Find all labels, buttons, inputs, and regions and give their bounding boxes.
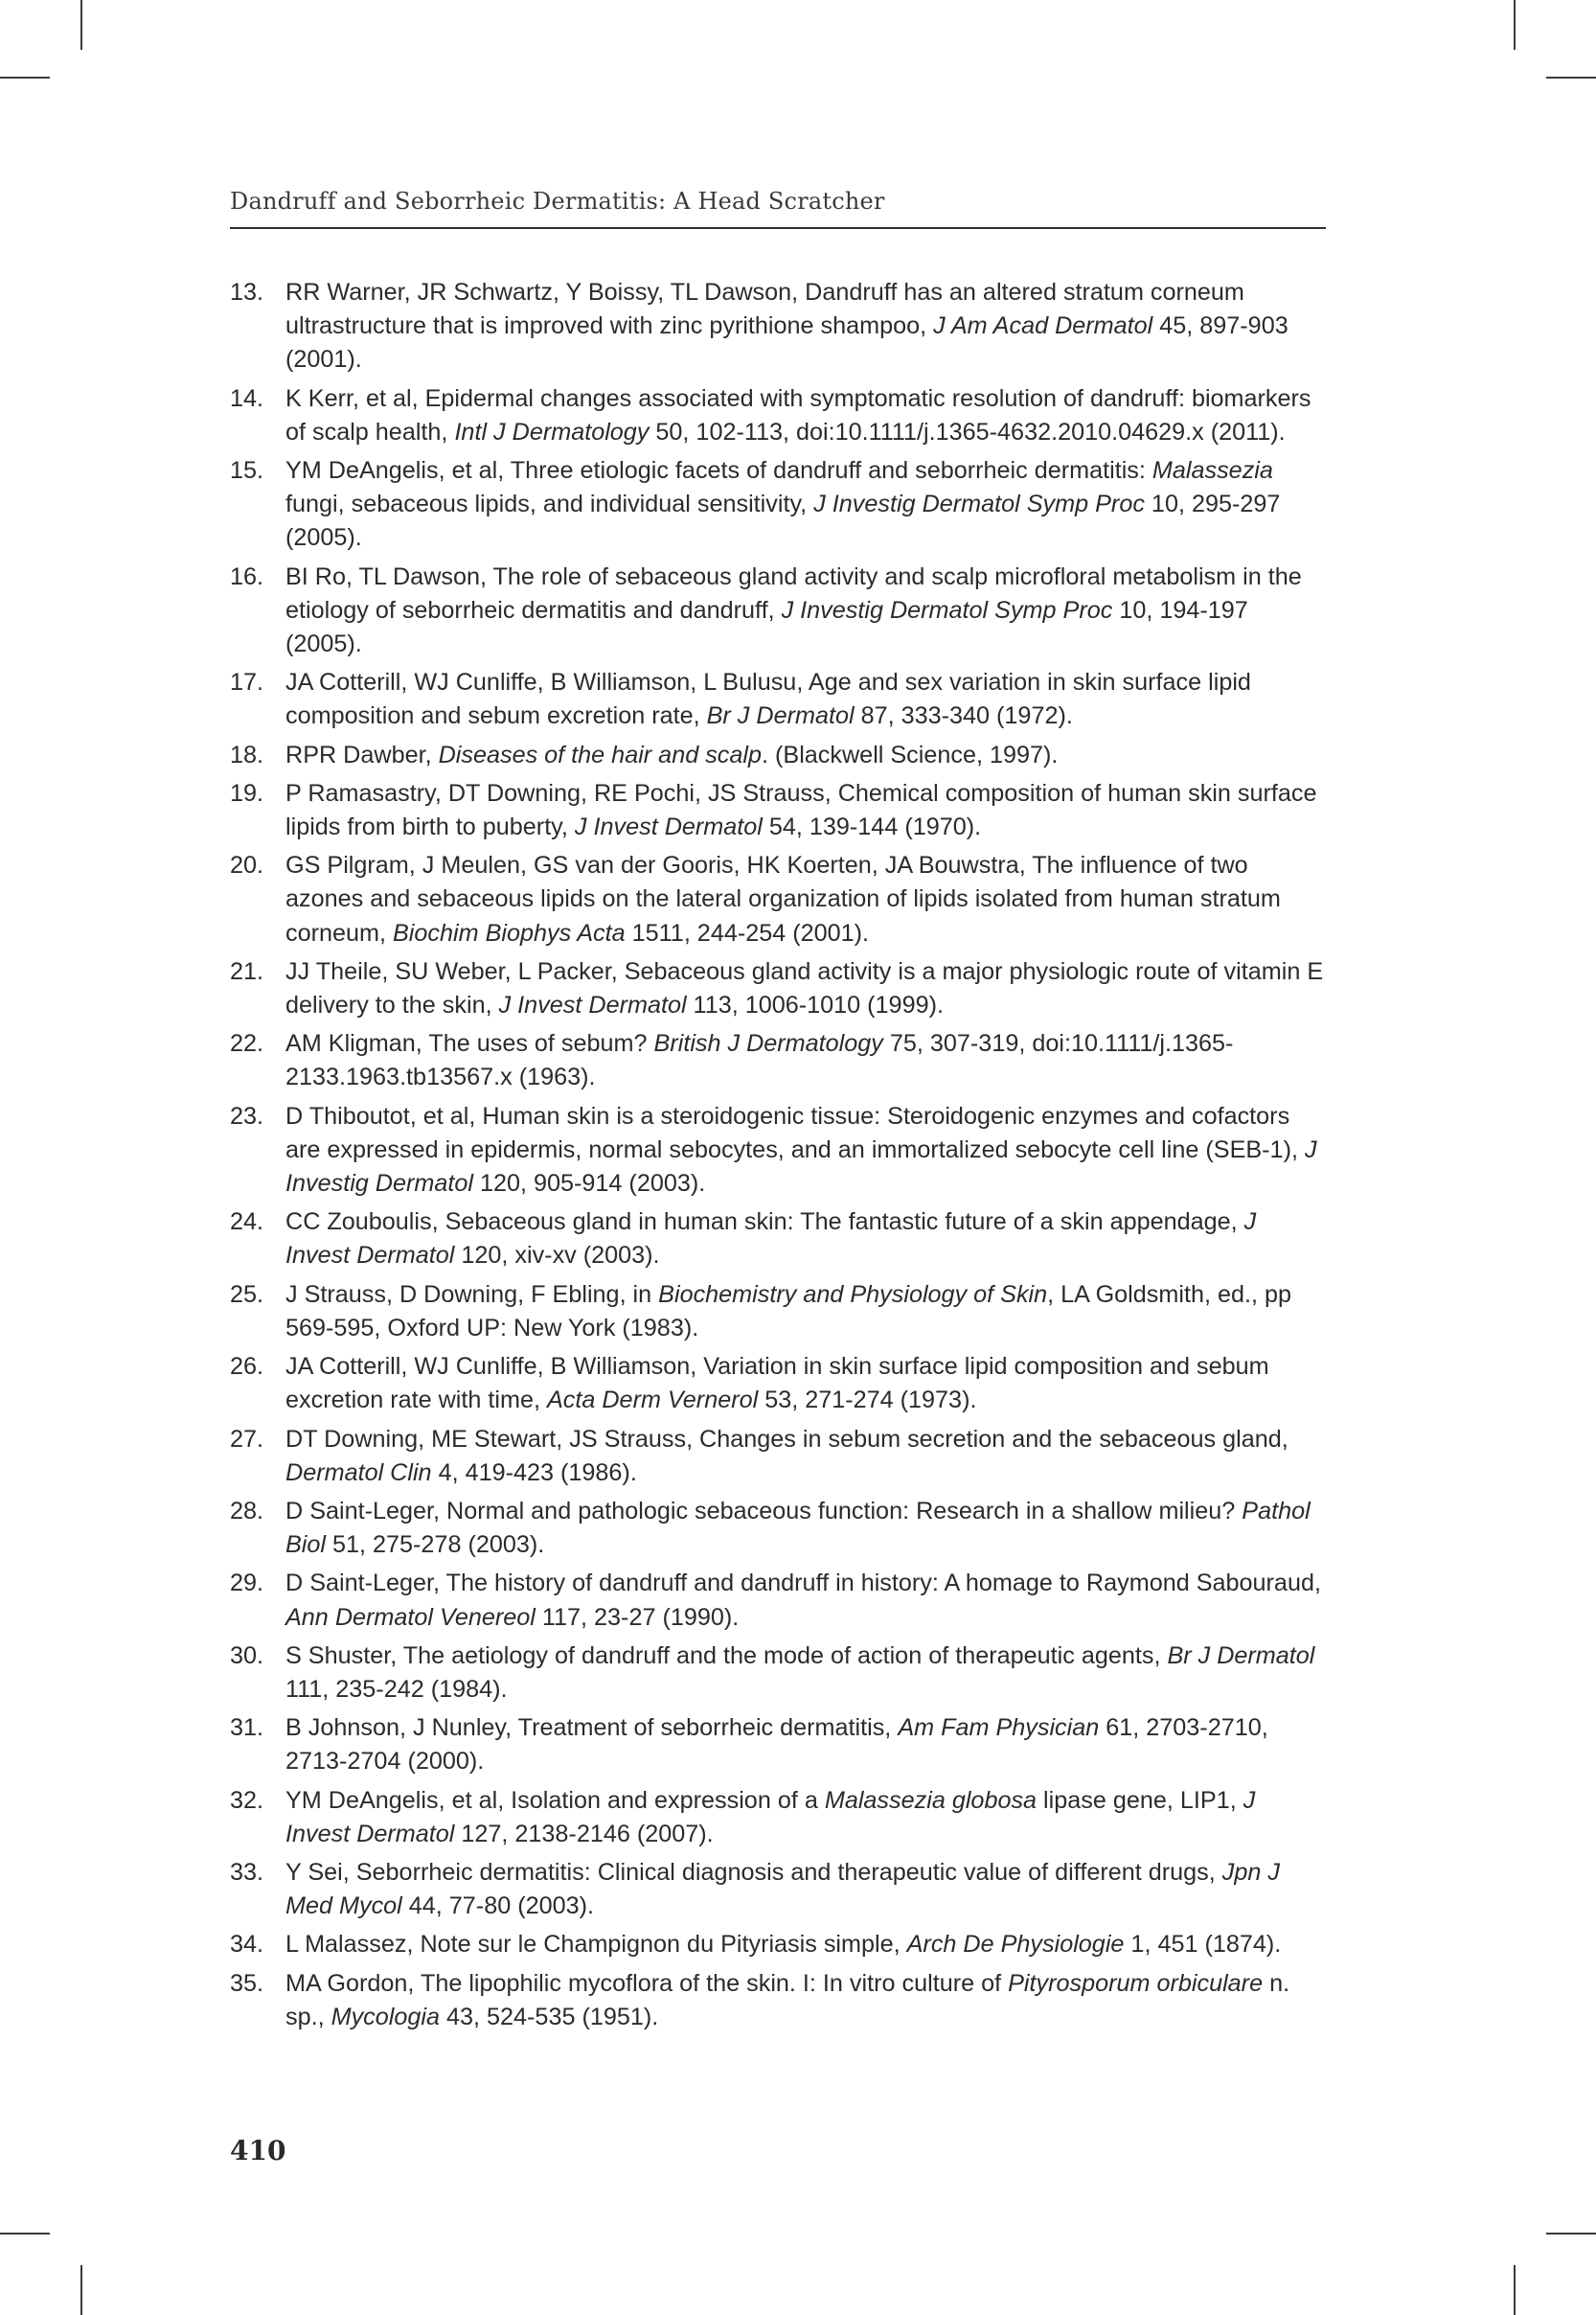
reference-journal: Dermatol Clin (285, 1458, 432, 1486)
reference-details: 111, 235-242 (1984). (285, 1675, 508, 1703)
reference-details: 113, 1006-1010 (1999). (686, 992, 944, 1020)
reference-item (230, 1967, 1326, 2034)
reference-text: JJ Theile, SU Weber, L Packer, Sebaceous gland activity is a major physiologic route of vitamin E delivery to the skin, (285, 957, 1324, 1020)
crop-mark-bottom-left-h (0, 2233, 50, 2235)
page-number: 410 (230, 2135, 286, 2166)
reference-journal: J Invest Dermatol (285, 1208, 1257, 1270)
reference-text: S Shuster, The aetiology of dandruff and the mode of action of therapeutic agents, (285, 1641, 1168, 1669)
reference-journal: J Invest Dermatol (574, 814, 763, 841)
reference-number: 22. (230, 1030, 264, 1058)
reference-text: K Kerr, et al, Epidermal changes associated with symptomatic resolution of dandruff: biomarkers of scalp health, (285, 384, 1311, 446)
reference-number: 29. (230, 1570, 264, 1597)
reference-details: 120, 905-914 (2003). (472, 1170, 706, 1198)
reference-text: RPR Dawber, (285, 741, 439, 768)
reference-journal: J Investig Dermatol (285, 1135, 1317, 1198)
reference-text: YM DeAngelis, et al, Three etiologic facets of dandruff and seborrheic dermatitis: (285, 457, 1152, 485)
reference-details: 4, 419-423 (1986). (431, 1458, 637, 1486)
reference-item (230, 276, 1326, 378)
reference-details: 43, 524-535 (1951). (440, 2003, 659, 2030)
reference-italic-term: Pityrosporum orbiculare (1008, 1969, 1264, 1997)
reference-item (230, 382, 1326, 449)
reference-number: 30. (230, 1641, 264, 1669)
reference-journal: Acta Derm Vernerol (546, 1387, 759, 1414)
reference-journal: Br J Dermatol (1167, 1641, 1315, 1669)
reference-journal: Mycologia (331, 2003, 441, 2030)
reference-text: J Strauss, D Downing, F Ebling, in (285, 1280, 659, 1308)
reference-item (230, 1423, 1326, 1490)
reference-number: 20. (230, 852, 264, 880)
reference-details: 50, 102-113, doi:10.1111/j.1365-4632.2010.04629.x (2011). (649, 418, 1286, 446)
reference-details: 1511, 244-254 (2001). (625, 919, 870, 947)
reference-item (230, 1856, 1326, 1923)
reference-details: 1, 451 (1874). (1124, 1931, 1282, 1959)
reference-details: 10, 295-297 (2005). (285, 491, 1281, 552)
reference-number: 15. (230, 457, 264, 485)
reference-text: AM Kligman, The uses of sebum? (285, 1030, 654, 1058)
reference-details: 10, 194-197 (2005). (285, 596, 1248, 658)
reference-journal: Ann Dermatol Venereol (285, 1603, 536, 1631)
reference-text: YM DeAngelis, et al, Isolation and expression of a (285, 1786, 825, 1814)
reference-item (230, 1495, 1326, 1562)
crop-mark-bottom-right-h (1546, 2233, 1596, 2235)
reference-text: D Saint-Leger, Normal and pathologic sebaceous function: Research in a shallow milieu? (285, 1497, 1243, 1524)
reference-text: D Thiboutot, et al, Human skin is a steroidogenic tissue: Steroidogenic enzymes and cofactors are expressed in epidermis, normal sebocytes, and an immortalized sebocyte cell line (SEB-1), (285, 1102, 1305, 1163)
reference-number: 32. (230, 1786, 264, 1814)
reference-item (230, 849, 1326, 951)
reference-journal: British J Dermatology (653, 1030, 883, 1058)
reference-text: Y Sei, Seborrheic dermatitis: Clinical diagnosis and therapeutic value of different drugs, (285, 1858, 1222, 1886)
reference-details: 53, 271-274 (1973). (758, 1387, 977, 1414)
reference-item (230, 561, 1326, 662)
reference-details: 87, 333-340 (1972). (854, 702, 1073, 730)
reference-journal: J Invest Dermatol (498, 992, 687, 1020)
crop-mark-bottom-right (1514, 2265, 1516, 2315)
reference-journal: Biochim Biophys Acta (393, 919, 626, 947)
reference-details: . (Blackwell Science, 1997). (762, 741, 1059, 768)
reference-details: 127, 2138-2146 (2007). (454, 1820, 714, 1847)
reference-details: , LA Goldsmith, ed., pp 569-595, Oxford UP: New York (1983). (285, 1280, 1291, 1341)
reference-list (230, 276, 1326, 2039)
reference-text: L Malassez, Note sur le Champignon du Pityriasis simple, (285, 1931, 907, 1959)
reference-journal: Arch De Physiologie (906, 1931, 1125, 1959)
reference-number: 35. (230, 1969, 264, 1997)
reference-number: 27. (230, 1425, 264, 1453)
reference-italic-term: Malassezia (1151, 457, 1273, 485)
reference-item (230, 1027, 1326, 1094)
running-head: Dandruff and Seborrheic Dermatitis: A Head Scratcher (230, 188, 885, 215)
reference-details: 117, 23-27 (1990). (535, 1603, 740, 1631)
reference-text: DT Downing, ME Stewart, JS Strauss, Changes in sebum secretion and the sebaceous gland, (285, 1425, 1288, 1453)
reference-journal: J Invest Dermatol (285, 1786, 1256, 1847)
reference-details: 75, 307-319, doi:10.1111/j.1365-2133.1963.tb13567.x (1963). (285, 1030, 1234, 1091)
reference-journal: Am Fam Physician (898, 1714, 1100, 1742)
reference-number: 23. (230, 1102, 264, 1130)
reference-text: JA Cotterill, WJ Cunliffe, B Williamson, L Bulusu, Age and sex variation in skin surface lipid composition and sebum excretion rate, (285, 669, 1251, 730)
reference-text: B Johnson, J Nunley, Treatment of seborrheic dermatitis, (285, 1714, 899, 1742)
crop-mark-top-left (80, 0, 82, 50)
crop-mark-bottom-left (80, 2265, 82, 2315)
reference-details: 120, xiv-xv (2003). (454, 1242, 660, 1270)
crop-mark-top-right (1514, 0, 1516, 50)
reference-journal: Br J Dermatol (706, 702, 855, 730)
reference-details: 45, 897-903 (2001). (285, 312, 1288, 374)
reference-number: 17. (230, 669, 264, 697)
reference-item (230, 1784, 1326, 1851)
reference-number: 26. (230, 1353, 264, 1381)
reference-number: 14. (230, 384, 264, 412)
reference-item (230, 1205, 1326, 1272)
reference-text: RR Warner, JR Schwartz, Y Boissy, TL Dawson, Dandruff has an altered stratum corneum ultrastructure that is improved with zinc pyrithione shampoo, (285, 279, 1244, 340)
reference-item (230, 454, 1326, 556)
reference-text: lipase gene, LIP1, (1037, 1786, 1243, 1814)
reference-journal: Intl J Dermatology (454, 418, 650, 446)
reference-journal: Diseases of the hair and scalp (438, 741, 763, 768)
reference-item (230, 1928, 1326, 1961)
reference-item (230, 1711, 1326, 1778)
reference-number: 16. (230, 562, 264, 590)
reference-text: fungi, sebaceous lipids, and individual sensitivity, (285, 491, 814, 518)
reference-item (230, 1639, 1326, 1707)
reference-journal: J Investig Dermatol Symp Proc (813, 491, 1145, 518)
reference-text: D Saint-Leger, The history of dandruff and dandruff in history: A homage to Raymond Sabouraud, (285, 1570, 1321, 1597)
reference-number: 18. (230, 741, 264, 768)
header-rule (230, 227, 1326, 229)
reference-item (230, 955, 1326, 1022)
reference-item (230, 666, 1326, 733)
reference-details: 44, 77-80 (2003). (401, 1892, 595, 1920)
reference-text: GS Pilgram, J Meulen, GS van der Gooris, HK Koerten, JA Bouwstra, The influence of two azones and sebaceous lipids on the lateral organization of lipids isolated from human stratum corneum, (285, 852, 1281, 947)
reference-details: 54, 139-144 (1970). (762, 814, 982, 841)
reference-number: 31. (230, 1714, 264, 1742)
crop-mark-top-right-h (1546, 77, 1596, 79)
reference-journal: J Am Acad Dermatol (933, 312, 1153, 340)
reference-text: MA Gordon, The lipophilic mycoflora of the skin. I: In vitro culture of (285, 1969, 1009, 1997)
reference-text: P Ramasastry, DT Downing, RE Pochi, JS Strauss, Chemical composition of human skin surface lipids from birth to puberty, (285, 779, 1317, 841)
reference-number: 33. (230, 1858, 264, 1886)
reference-number: 34. (230, 1931, 264, 1959)
crop-mark-top-left-h (0, 77, 50, 79)
reference-item (230, 1278, 1326, 1345)
reference-number: 21. (230, 957, 264, 985)
reference-text: CC Zouboulis, Sebaceous gland in human skin: The fantastic future of a skin appendage, (285, 1208, 1244, 1236)
reference-item (230, 1100, 1326, 1202)
reference-text: BI Ro, TL Dawson, The role of sebaceous gland activity and scalp microfloral metabolism in the etiology of seborrheic dermatitis and dandruff, (285, 562, 1302, 624)
reference-journal: Biochemistry and Physiology of Skin (658, 1280, 1048, 1308)
reference-number: 24. (230, 1208, 264, 1236)
reference-details: 61, 2703-2710, 2713-2704 (2000). (285, 1714, 1268, 1776)
reference-journal: Jpn J Med Mycol (285, 1858, 1280, 1920)
reference-italic-term: Malassezia globosa (824, 1786, 1037, 1814)
reference-item (230, 1350, 1326, 1417)
reference-number: 25. (230, 1280, 264, 1308)
reference-item (230, 1567, 1326, 1634)
reference-journal: Pathol Biol (285, 1497, 1311, 1559)
reference-number: 13. (230, 279, 264, 306)
reference-item (230, 739, 1326, 772)
reference-number: 19. (230, 779, 264, 807)
reference-item (230, 777, 1326, 844)
reference-text: JA Cotterill, WJ Cunliffe, B Williamson, Variation in skin surface lipid composition and sebum excretion rate with time, (285, 1353, 1269, 1414)
reference-journal: J Investig Dermatol Symp Proc (781, 596, 1113, 624)
reference-details: 51, 275-278 (2003). (326, 1531, 545, 1559)
reference-text: n. sp., (285, 1969, 1290, 2030)
reference-number: 28. (230, 1497, 264, 1524)
